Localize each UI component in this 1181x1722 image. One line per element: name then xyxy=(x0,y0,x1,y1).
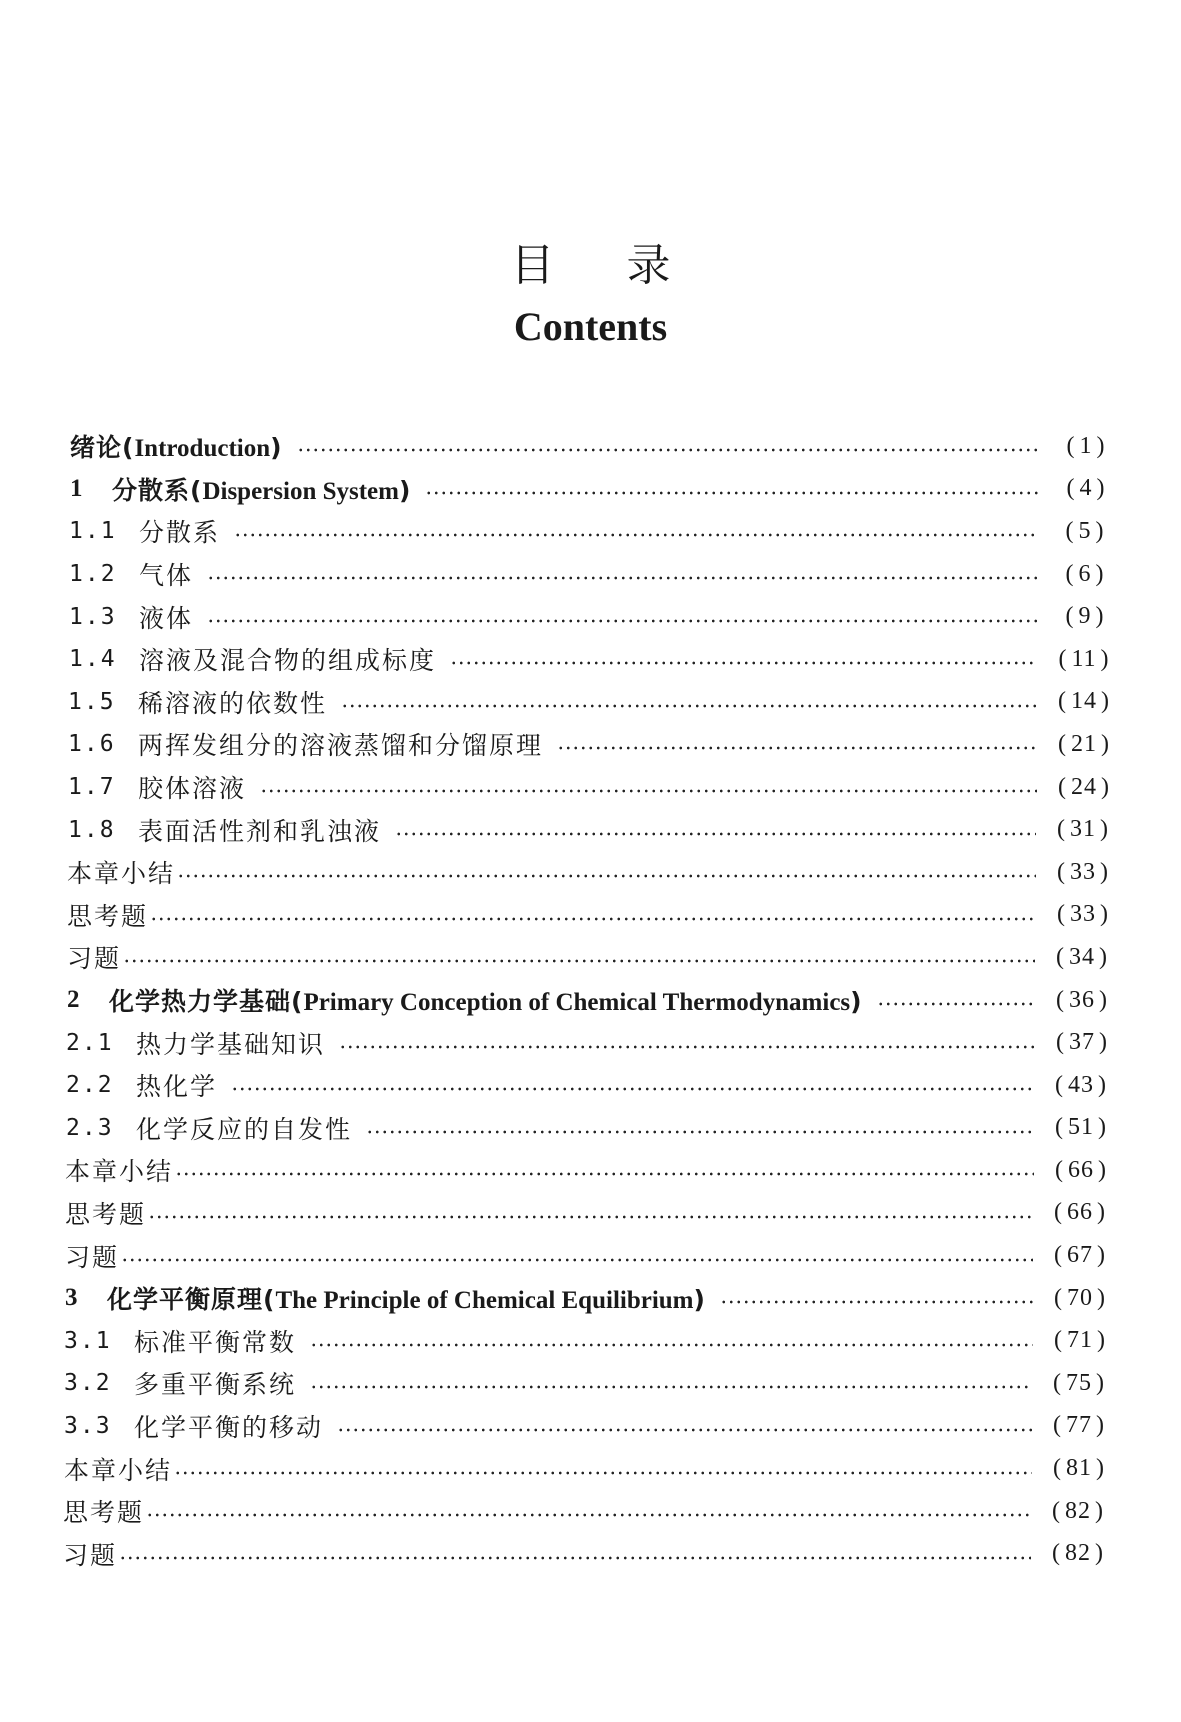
toc-entry-title xyxy=(65,1238,119,1274)
toc-entry-title xyxy=(67,939,121,975)
toc-entry-page xyxy=(1049,774,1119,801)
toc-entry-title xyxy=(138,726,543,762)
toc-entry-page xyxy=(1050,518,1120,545)
toc-entry-page-number: 34 xyxy=(1069,943,1095,970)
toc-entry-title-en: The Principle of Chemical Equilibrium xyxy=(275,1287,694,1315)
toc-entry-page-number: 77 xyxy=(1066,1412,1092,1439)
toc-entry-page-number: 1 xyxy=(1079,432,1093,459)
toc-entry[interactable] xyxy=(0,1149,1181,1192)
toc-entry-title xyxy=(139,599,193,635)
toc-entry-title xyxy=(134,1408,323,1444)
open-paren: ( xyxy=(1058,773,1067,800)
toc-entry-title-cn: 多重平衡系统 xyxy=(134,1370,297,1400)
toc-entry-title-close: ) xyxy=(850,987,863,1017)
open-paren: ( xyxy=(1055,1156,1064,1183)
toc-entry-page xyxy=(1046,1157,1116,1184)
toc-entry-page-number: 33 xyxy=(1070,901,1096,928)
toc-entry-title xyxy=(67,897,148,933)
toc-entry-page-number: 82 xyxy=(1065,1540,1091,1567)
close-paren: ) xyxy=(1095,1497,1104,1524)
toc-entry-page xyxy=(1049,731,1119,758)
toc-entry[interactable] xyxy=(0,638,1181,681)
toc-entry-title-cn: 胶体溶液 xyxy=(138,774,247,804)
open-paren: ( xyxy=(1057,858,1066,885)
toc-entry-title xyxy=(109,982,863,1018)
dot-leader xyxy=(119,1556,1031,1560)
toc-entry-number: 1.4 xyxy=(69,646,117,673)
close-paren: ) xyxy=(1098,1114,1107,1141)
close-paren: ) xyxy=(1097,1242,1106,1269)
toc-entry-title-cn: 气体 xyxy=(139,561,194,591)
toc-entry-page xyxy=(1048,816,1118,843)
dot-leader xyxy=(310,1385,1032,1389)
toc-entry-title-cn: 分散系( xyxy=(112,475,203,505)
dot-leader xyxy=(175,1172,1034,1176)
toc-entry-title xyxy=(134,1365,296,1401)
toc-entry-title xyxy=(138,769,246,805)
open-paren: ( xyxy=(1056,986,1065,1013)
toc-entry-page-number: 66 xyxy=(1067,1199,1093,1226)
dot-leader xyxy=(425,491,1039,495)
toc-entry-page-number: 43 xyxy=(1068,1071,1094,1098)
toc-entry-page-number: 81 xyxy=(1066,1455,1092,1482)
toc-entry-title-close: ) xyxy=(270,433,283,463)
open-paren: ( xyxy=(1065,517,1075,544)
toc-entry-number: 3.1 xyxy=(64,1327,112,1354)
close-paren: ) xyxy=(1100,901,1109,928)
page-title-chinese: 目录 xyxy=(510,240,743,291)
toc-entry-page-number: 82 xyxy=(1065,1497,1091,1524)
toc-entry-number: 3.2 xyxy=(64,1370,112,1397)
open-paren: ( xyxy=(1054,1242,1063,1269)
dot-leader xyxy=(207,576,1038,580)
open-paren: ( xyxy=(1057,816,1066,843)
open-paren: ( xyxy=(1054,1284,1063,1311)
open-paren: ( xyxy=(1053,1369,1062,1396)
toc-entry-title-cn: 化学平衡原理( xyxy=(107,1285,276,1315)
toc-entry-title xyxy=(65,1195,146,1231)
toc-entry-title-en: Primary Conception of Chemical Thermodynamics xyxy=(303,989,851,1017)
close-paren: ) xyxy=(1096,1412,1105,1439)
toc-entry-number: 1.7 xyxy=(68,774,116,801)
toc-entry-title-cn: 习题 xyxy=(67,944,122,974)
toc-entry[interactable] xyxy=(0,851,1181,894)
toc-entry-title xyxy=(112,471,411,507)
toc-entry[interactable] xyxy=(0,1021,1181,1064)
toc-entry-number: 2 xyxy=(67,986,82,1014)
toc-entry-title-cn: 本章小结 xyxy=(67,859,176,889)
page-title-english: Contents xyxy=(513,304,668,349)
toc-entry-title-cn: 绪论( xyxy=(70,433,135,463)
toc-entry-number: 1.8 xyxy=(68,816,116,843)
toc-entry-title-cn: 稀溶液的依数性 xyxy=(138,688,328,718)
toc-entry-number: 3 xyxy=(65,1284,80,1312)
toc-entry-page xyxy=(1045,1199,1115,1226)
toc-entry-page xyxy=(1049,688,1119,715)
toc-entry-number: 1.3 xyxy=(69,603,117,630)
toc-entry-number: 2.1 xyxy=(66,1029,114,1056)
toc-entry[interactable] xyxy=(0,1064,1181,1107)
open-paren: ( xyxy=(1066,475,1076,502)
toc-entry-title xyxy=(67,854,175,890)
toc-entry-page-number: 37 xyxy=(1069,1029,1095,1056)
toc-entry-title-cn: 化学平衡的移动 xyxy=(134,1412,324,1442)
toc-entry[interactable] xyxy=(0,1362,1181,1405)
dot-leader xyxy=(260,789,1037,793)
open-paren: ( xyxy=(1054,1199,1063,1226)
dot-leader xyxy=(231,1087,1034,1091)
toc-entry-title-cn: 热力学基础知识 xyxy=(136,1029,326,1059)
open-paren: ( xyxy=(1052,1540,1061,1567)
toc-entry-page xyxy=(1044,1370,1114,1397)
toc-entry-number: 1.6 xyxy=(68,731,116,758)
dot-leader xyxy=(339,1045,1035,1049)
toc-entry-page-number: 51 xyxy=(1068,1114,1094,1141)
close-paren: ) xyxy=(1097,1327,1106,1354)
toc-entry-page-number: 6 xyxy=(1078,560,1092,587)
close-paren: ) xyxy=(1098,1071,1107,1098)
toc-entry-page xyxy=(1047,1029,1117,1056)
toc-entry-title-cn: 标准平衡常数 xyxy=(134,1327,297,1357)
toc-entry-page xyxy=(1047,987,1117,1014)
toc-entry-page xyxy=(1050,561,1120,588)
dot-leader xyxy=(150,917,1036,921)
close-paren: ) xyxy=(1097,1284,1106,1311)
dot-leader xyxy=(877,1002,1035,1006)
toc-entry-page-number: 9 xyxy=(1078,603,1092,630)
toc-entry[interactable] xyxy=(0,1532,1181,1575)
toc-entry-page-number: 33 xyxy=(1070,858,1096,885)
toc-entry-page xyxy=(1048,859,1118,886)
table-of-contents xyxy=(0,425,1181,1575)
close-paren: ) xyxy=(1096,432,1106,459)
toc-entry-number: 1.1 xyxy=(69,518,117,545)
close-paren: ) xyxy=(1100,645,1110,672)
toc-entry-title-en: Dispersion System xyxy=(202,477,399,505)
dot-leader xyxy=(207,619,1038,623)
toc-entry[interactable] xyxy=(0,894,1181,937)
toc-entry-title-cn: 习题 xyxy=(63,1540,118,1570)
toc-entry-title xyxy=(138,812,381,848)
toc-entry-title xyxy=(139,513,220,549)
close-paren: ) xyxy=(1099,943,1108,970)
close-paren: ) xyxy=(1095,560,1105,587)
dot-leader xyxy=(366,1130,1034,1134)
close-paren: ) xyxy=(1099,986,1108,1013)
toc-entry-number: 1 xyxy=(70,474,85,502)
toc-entry[interactable] xyxy=(0,1319,1181,1362)
toc-entry-title xyxy=(63,1493,144,1529)
toc-entry-page-number: 24 xyxy=(1071,773,1097,800)
open-paren: ( xyxy=(1055,1071,1064,1098)
toc-entry-page-number: 70 xyxy=(1067,1284,1093,1311)
toc-entry-page xyxy=(1043,1540,1113,1567)
close-paren: ) xyxy=(1101,730,1110,757)
toc-entry[interactable] xyxy=(0,681,1181,724)
toc-entry-number: 3.3 xyxy=(64,1412,112,1439)
toc-entry-title xyxy=(139,556,193,592)
open-paren: ( xyxy=(1055,1114,1064,1141)
dot-leader xyxy=(123,959,1035,963)
toc-entry-title-close: ) xyxy=(398,475,412,505)
toc-entry[interactable] xyxy=(0,1107,1181,1150)
dot-leader xyxy=(148,1215,1033,1219)
toc-entry-page xyxy=(1051,475,1121,502)
dot-leader xyxy=(297,448,1039,452)
open-paren: ( xyxy=(1058,730,1067,757)
dot-leader xyxy=(146,1513,1031,1517)
toc-entry-title-cn: 思考题 xyxy=(65,1199,147,1229)
toc-entry-page xyxy=(1045,1285,1115,1312)
toc-entry-title xyxy=(70,428,283,464)
toc-entry-page xyxy=(1044,1455,1114,1482)
open-paren: ( xyxy=(1052,1497,1061,1524)
toc-entry[interactable] xyxy=(0,1405,1181,1448)
open-paren: ( xyxy=(1057,901,1066,928)
toc-entry-title xyxy=(136,1067,217,1103)
toc-entry-title xyxy=(64,1451,172,1487)
toc-entry-page-number: 11 xyxy=(1071,645,1097,672)
toc-entry-title-cn: 溶液及混合物的组成标度 xyxy=(139,646,437,676)
toc-entry-page-number: 21 xyxy=(1071,730,1097,757)
toc-entry-page xyxy=(1048,901,1118,928)
toc-entry-title-cn: 习题 xyxy=(65,1242,120,1272)
toc-entry[interactable] xyxy=(0,1234,1181,1277)
toc-entry-page xyxy=(1046,1114,1116,1141)
close-paren: ) xyxy=(1100,858,1109,885)
open-paren: ( xyxy=(1053,1455,1062,1482)
toc-entry-title-cn: 分散系 xyxy=(139,518,221,548)
dot-leader xyxy=(121,1258,1033,1262)
toc-entry-page-number: 66 xyxy=(1068,1156,1094,1183)
close-paren: ) xyxy=(1096,475,1106,502)
dot-leader xyxy=(310,1343,1033,1347)
toc-entry-page xyxy=(1050,603,1120,630)
open-paren: ( xyxy=(1054,1327,1063,1354)
toc-entry-number: 2.3 xyxy=(66,1114,114,1141)
toc-entry[interactable] xyxy=(0,553,1181,596)
close-paren: ) xyxy=(1098,1156,1107,1183)
open-paren: ( xyxy=(1056,1029,1065,1056)
toc-entry[interactable] xyxy=(0,1490,1181,1533)
dot-leader xyxy=(557,746,1037,750)
toc-entry-page-number: 5 xyxy=(1078,517,1092,544)
toc-entry-title-cn: 化学反应的自发性 xyxy=(136,1114,353,1144)
open-paren: ( xyxy=(1065,603,1075,630)
dot-leader xyxy=(177,874,1036,878)
toc-entry-title-cn: 液体 xyxy=(139,603,194,633)
toc-entry-page-number: 14 xyxy=(1071,688,1097,715)
dot-leader xyxy=(341,704,1037,708)
close-paren: ) xyxy=(1099,1029,1108,1056)
toc-entry[interactable] xyxy=(0,425,1181,468)
toc-entry-title-cn: 本章小结 xyxy=(64,1455,173,1485)
toc-entry-title xyxy=(134,1323,296,1359)
toc-entry[interactable] xyxy=(0,1447,1181,1490)
toc-entry[interactable] xyxy=(0,979,1181,1022)
dot-leader xyxy=(174,1471,1032,1475)
dot-leader xyxy=(450,661,1037,665)
toc-entry-page xyxy=(1046,1072,1116,1099)
toc-entry[interactable] xyxy=(0,766,1181,809)
close-paren: ) xyxy=(1096,1455,1105,1482)
toc-entry-page xyxy=(1044,1412,1114,1439)
toc-entry-title-cn: 本章小结 xyxy=(65,1157,174,1187)
toc-entry-page xyxy=(1045,1327,1115,1354)
toc-entry[interactable] xyxy=(0,510,1181,553)
toc-entry[interactable] xyxy=(0,808,1181,851)
toc-entry-title xyxy=(107,1280,706,1316)
toc-entry-title xyxy=(138,684,327,720)
toc-entry-page xyxy=(1047,944,1117,971)
open-paren: ( xyxy=(1056,943,1065,970)
close-paren: ) xyxy=(1101,688,1110,715)
toc-entry-title-cn: 热化学 xyxy=(136,1072,218,1102)
toc-entry-title-cn: 表面活性剂和乳浊液 xyxy=(138,816,382,846)
toc-entry-title xyxy=(136,1110,352,1146)
open-paren: ( xyxy=(1053,1412,1062,1439)
close-paren: ) xyxy=(1101,773,1110,800)
toc-entry-title-en: Introduction xyxy=(134,435,271,463)
toc-entry-page-number: 31 xyxy=(1070,816,1096,843)
toc-entry-page xyxy=(1045,1242,1115,1269)
close-paren: ) xyxy=(1096,1369,1105,1396)
toc-entry-page-number: 71 xyxy=(1067,1327,1093,1354)
toc-entry-title xyxy=(139,641,436,677)
dot-leader xyxy=(720,1300,1033,1304)
close-paren: ) xyxy=(1095,603,1105,630)
toc-entry-page-number: 4 xyxy=(1079,475,1093,502)
toc-entry-number: 1.5 xyxy=(68,688,116,715)
toc-entry[interactable] xyxy=(0,1192,1181,1235)
toc-entry[interactable] xyxy=(0,468,1181,511)
toc-entry[interactable] xyxy=(0,723,1181,766)
toc-entry-page xyxy=(1051,433,1121,460)
close-paren: ) xyxy=(1095,517,1105,544)
open-paren: ( xyxy=(1058,645,1068,672)
toc-entry-page-number: 36 xyxy=(1069,986,1095,1013)
toc-entry[interactable] xyxy=(0,936,1181,979)
toc-entry-number: 1.2 xyxy=(69,561,117,588)
toc-entry-title xyxy=(136,1025,325,1061)
open-paren: ( xyxy=(1058,688,1067,715)
toc-entry[interactable] xyxy=(0,1277,1181,1320)
close-paren: ) xyxy=(1097,1199,1106,1226)
toc-entry-title-close: ) xyxy=(693,1285,706,1315)
toc-entry-page-number: 75 xyxy=(1066,1369,1092,1396)
toc-entry-title-cn: 思考题 xyxy=(63,1498,145,1528)
toc-entry-page xyxy=(1043,1498,1113,1525)
toc-entry[interactable] xyxy=(0,595,1181,638)
toc-entry-title xyxy=(65,1152,173,1188)
dot-leader xyxy=(234,533,1038,537)
dot-leader xyxy=(337,1428,1032,1432)
open-paren: ( xyxy=(1066,432,1076,459)
toc-entry-number: 2.2 xyxy=(66,1072,114,1099)
toc-entry-title xyxy=(63,1536,117,1572)
dot-leader xyxy=(395,832,1036,836)
open-paren: ( xyxy=(1065,560,1075,587)
toc-entry-title-cn: 化学热力学基础( xyxy=(109,987,304,1017)
toc-entry-page-number: 67 xyxy=(1067,1242,1093,1269)
toc-entry-page xyxy=(1049,646,1119,673)
close-paren: ) xyxy=(1095,1540,1104,1567)
toc-entry-title-cn: 两挥发组分的溶液蒸馏和分馏原理 xyxy=(138,731,544,761)
close-paren: ) xyxy=(1100,816,1109,843)
toc-entry-title-cn: 思考题 xyxy=(67,901,149,931)
